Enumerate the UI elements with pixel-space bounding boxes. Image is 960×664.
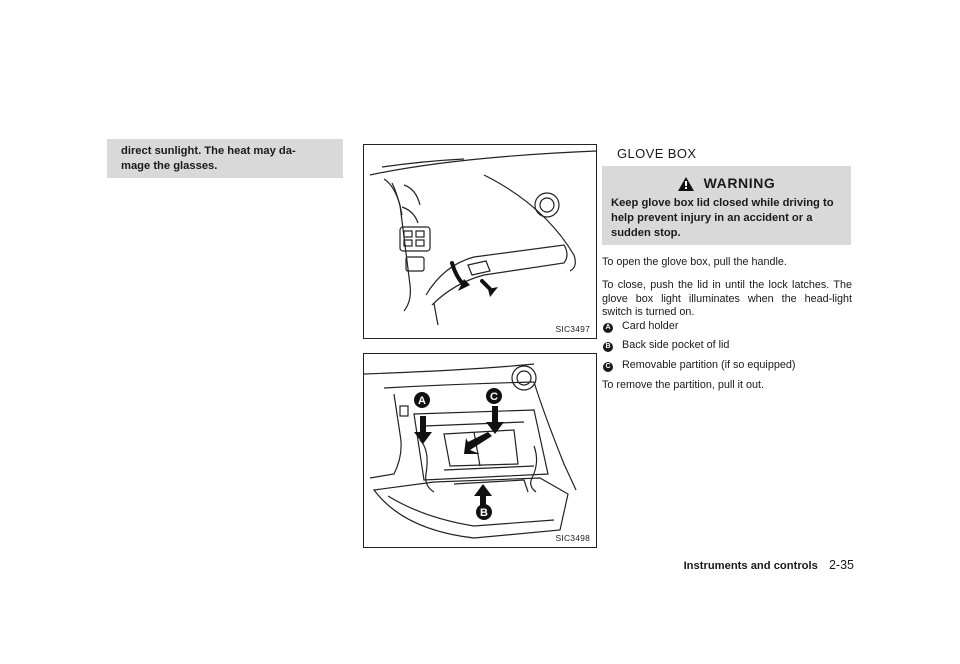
glove-box-interior-illustration — [364, 354, 596, 547]
warning-continuation-box — [107, 139, 343, 178]
warning-continuation-line-2: mage the glasses. — [121, 160, 218, 172]
legend-item-back-pocket — [603, 339, 729, 352]
legend-label: Back side pocket of lid — [622, 339, 730, 351]
warning-continuation-line-1: direct sunlight. The heat may da- — [121, 145, 296, 157]
legend-marker: B — [603, 342, 613, 352]
figure-code: SIC3497 — [555, 324, 590, 334]
legend-marker: C — [603, 362, 613, 372]
footer-section-name: Instruments and controls — [683, 560, 818, 572]
legend-marker: A — [603, 323, 613, 333]
figure-glove-box-interior — [363, 353, 597, 548]
callout-labels — [414, 388, 502, 520]
glove-box-dashboard-illustration — [364, 145, 596, 338]
legend-item-partition — [603, 359, 795, 372]
figure-code: SIC3498 — [555, 533, 590, 543]
page-footer — [684, 558, 854, 572]
figure-glove-box-open — [363, 144, 597, 339]
paragraph-remove: To remove the partition, pull it out. — [602, 379, 765, 391]
callout-label-a: A — [418, 395, 426, 407]
paragraph-open: To open the glove box, pull the handle. — [602, 256, 787, 268]
page-number: 2-35 — [828, 558, 854, 572]
warning-triangle-icon — [678, 177, 694, 194]
legend-label: Removable partition (if so equipped) — [622, 359, 796, 371]
paragraph-close: To close, push the lid in until the lock latches. The glove box light illuminates when the head-light switch is turned on. — [602, 279, 852, 318]
legend-item-card-holder — [603, 320, 678, 333]
legend-label: Card holder — [622, 320, 679, 332]
warning-box — [602, 166, 851, 245]
section-title: GLOVE BOX — [617, 146, 697, 161]
warning-heading-text: WARNING — [703, 175, 776, 191]
callout-label-c: C — [490, 391, 498, 403]
warning-heading — [602, 175, 851, 194]
callout-label-b: B — [480, 507, 488, 519]
warning-text: Keep glove box lid closed while driving to help prevent injury in an accident or a sudden stop. — [611, 197, 834, 239]
